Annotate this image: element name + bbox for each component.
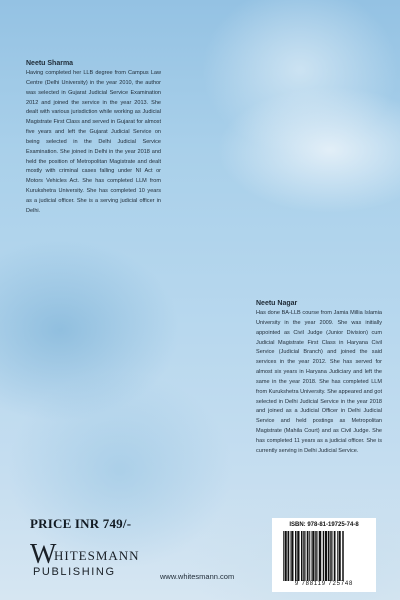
barcode-bar [303, 531, 305, 581]
barcode-bar [311, 531, 312, 581]
barcode-bar [318, 531, 319, 581]
barcode-bar [315, 531, 317, 581]
publisher-logo [30, 541, 140, 581]
logo-subtitle: PUBLISHING [33, 566, 116, 578]
barcode-bar [337, 531, 338, 581]
publisher-website: www.whitesmann.com [160, 572, 235, 581]
barcode-bar [342, 531, 344, 581]
barcode-bar [288, 531, 290, 581]
barcode-bar [301, 531, 303, 581]
barcode-bar [323, 531, 325, 581]
author-name: Neetu Sharma [26, 60, 74, 67]
barcode-bar [309, 531, 310, 581]
barcode-bar [330, 531, 332, 581]
barcode-bar [307, 531, 309, 581]
barcode-bar [325, 531, 327, 581]
barcode-bar [291, 531, 293, 581]
logo-initial: W [30, 539, 57, 570]
author-bio-neetu-nagar [256, 299, 382, 457]
isbn-barcode-box [272, 518, 376, 592]
author-name: Neetu Nagar [256, 300, 298, 307]
barcode-bar [328, 531, 330, 581]
barcode-bar [295, 531, 297, 581]
author-bio-text: Has done BA-LLB course from Jamia Millia Islamia University in the year 2009. She was initially appointed as Civil Judge (Junior Division) cum Judicial Magistrate First Class in Haryana Civil Service (Judicial Branch) and joined the said services in the year 2012. She has served for almost six years in Haryana Judiciary and left the same in the year 2018. She has completed LLM from Kurukshetra University. She appeared and got selected in Delhi Judicial Service in the year 2018 and joined as a Judicial Officer in Delhi Judicial Service and held postings as Metropolitan Magistrate (Mahila Court) and as Civil Judge. She has completed 11 years as a judicial officer. She is currently serving in Delhi Judicial Service. [256, 310, 383, 454]
barcode-bar [285, 531, 287, 581]
barcode-bar [306, 531, 307, 581]
logo-wordmark: HITESMANN [54, 548, 140, 563]
barcode-bar [333, 531, 334, 581]
author-bio-text: Having completed her LLB degree from Campus Law Centre (Delhi University) in the year 2010, the author was selected in Gujarat Judicial Service Examination 2012 and joined the service in the year 2013. She dealt with various jurisdiction while working as Judicial Magistrate First Class and served in Gujarat for almost five years and left the Gujarat Judicial Service on being selected in the Delhi Judicial Service Examination. She joined in Delhi in the year 2018 and held the position of Metropolitan Magistrate and dealt mostly with criminal cases falling under NI Act or Motors Vehicles Act. She has completed LLM from Kurukshetra University. She has completed 10 years as a judicial officer. She is a serving judicial officer in Delhi. [26, 70, 161, 214]
barcode-bar [339, 531, 341, 581]
price-label: PRICE INR 749/- [30, 516, 132, 531]
barcode-bar [319, 531, 321, 581]
barcode-bar [290, 531, 291, 581]
barcode-bar [312, 531, 314, 581]
barcode-digits: 9 788119 725748 [294, 581, 354, 587]
barcode-bar [334, 531, 336, 581]
barcode [282, 531, 368, 581]
barcode-bar [297, 531, 299, 581]
barcode-bar [283, 531, 284, 581]
isbn-label: ISBN: 978-81-19725-74-8 [289, 522, 359, 528]
author-bio-neetu-sharma [26, 59, 161, 217]
